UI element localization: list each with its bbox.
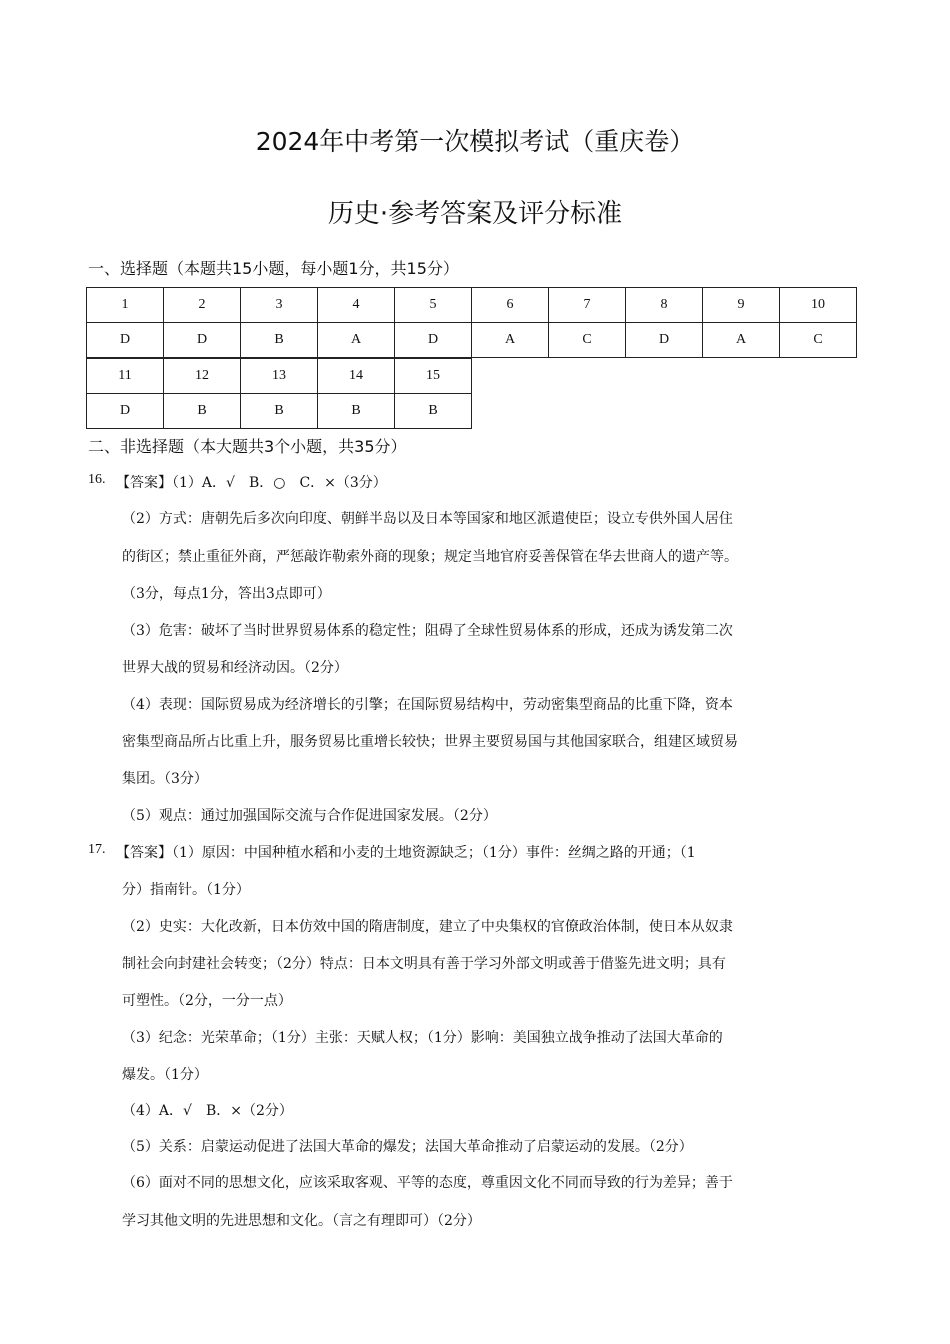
answer-cell: B: [164, 394, 241, 429]
section-1-heading: 一、选择题（本题共15小题，每小题1分，共15分）: [88, 259, 459, 278]
q17-line: 分）指南针。（1分）: [122, 882, 250, 898]
question-number: 1: [87, 288, 164, 323]
question-number: 8: [626, 288, 703, 323]
question-number: 2: [164, 288, 241, 323]
answer-table-2: [86, 358, 472, 429]
question-number: 6: [472, 288, 549, 323]
answer-row: [87, 394, 472, 429]
q16-line: （5）观点：通过加强国际交流与合作促进国家发展。（2分）: [122, 808, 497, 824]
q17-line: （2）史实：大化改新，日本仿效中国的隋唐制度，建立了中央集权的官僚政治体制，使日本从奴隶: [122, 919, 733, 935]
answer-cell: D: [164, 323, 241, 358]
q16-line: （3分，每点1分，答出3点即可）: [122, 586, 331, 602]
document-subtitle: 历史·参考答案及评分标准: [327, 199, 623, 229]
answer-cell: C: [780, 323, 857, 358]
question-number: 11: [87, 359, 164, 394]
q16-line: 的街区；禁止重征外商，严惩敲诈勒索外商的现象；规定当地官府妥善保管在华去世商人的遗产等。: [122, 549, 738, 565]
q16-line: 世界大战的贸易和经济动因。（2分）: [122, 660, 348, 676]
q17-line: 【答案】（1）原因：中国种植水稻和小麦的土地资源缺乏；（1分）事件：丝绸之路的开通；（1: [116, 845, 696, 861]
q16-line: （3）危害：破坏了当时世界贸易体系的稳定性；阻碍了全球性贸易体系的形成，还成为诱发第二次: [122, 623, 733, 639]
question-number: 12: [164, 359, 241, 394]
q17-line: （4）A．√ B．×（2分）: [122, 1103, 293, 1119]
q17-line: 可塑性。（2分，一分一点）: [122, 993, 292, 1009]
answer-cell: B: [241, 394, 318, 429]
q17-line: 爆发。（1分）: [122, 1067, 208, 1083]
answer-cell: B: [241, 323, 318, 358]
q17-line: 学习其他文明的先进思想和文化。（言之有理即可）（2分）: [122, 1213, 481, 1229]
section-2-heading: 二、非选择题（本大题共3个小题，共35分）: [88, 437, 407, 456]
question-number: 7: [549, 288, 626, 323]
q17-line: （6）面对不同的思想文化，应该采取客观、平等的态度，尊重因文化不同而导致的行为差异；善于: [122, 1175, 733, 1191]
answer-cell: B: [318, 394, 395, 429]
question-number: 13: [241, 359, 318, 394]
question-number: 9: [703, 288, 780, 323]
question-number: 4: [318, 288, 395, 323]
question-number: 15: [395, 359, 472, 394]
answer-cell: A: [703, 323, 780, 358]
q16-line: 密集型商品所占比重上升，服务贸易比重增长较快；世界主要贸易国与其他国家联合，组建区域贸易: [122, 734, 738, 750]
q16-line: 集团。（3分）: [122, 771, 208, 787]
q17-line: 制社会向封建社会转变；（2分）特点：日本文明具有善于学习外部文明或善于借鉴先进文明；具有: [122, 956, 726, 972]
question-number: 14: [318, 359, 395, 394]
exam-title: 2024年中考第一次模拟考试（重庆卷）: [255, 127, 695, 156]
question-number-row: [87, 359, 472, 394]
q17-line: （3）纪念：光荣革命；（1分）主张：天赋人权；（1分）影响：美国独立战争推动了法国大革命的: [122, 1030, 723, 1046]
q17-line: （5）关系：启蒙运动促进了法国大革命的爆发；法国大革命推动了启蒙运动的发展。（2分）: [122, 1139, 693, 1155]
answer-cell: D: [87, 394, 164, 429]
question-16-number: 16.: [88, 472, 106, 487]
question-number: 3: [241, 288, 318, 323]
answer-cell: B: [395, 394, 472, 429]
question-number: 10: [780, 288, 857, 323]
q16-line: （2）方式：唐朝先后多次向印度、朝鲜半岛以及日本等国家和地区派遣使臣；设立专供外国人居住: [122, 511, 733, 527]
answer-cell: C: [549, 323, 626, 358]
answer-cell: A: [318, 323, 395, 358]
q16-line: （4）表现：国际贸易成为经济增长的引擎；在国际贸易结构中，劳动密集型商品的比重下降，资本: [122, 697, 733, 713]
q16-line: 【答案】（1）A．√ B．○ C．×（3分）: [116, 475, 387, 491]
question-number-row: [87, 288, 857, 323]
answer-cell: D: [395, 323, 472, 358]
question-number: 5: [395, 288, 472, 323]
question-17-number: 17.: [88, 842, 106, 857]
answer-row: [87, 323, 857, 358]
answer-table-1: [86, 287, 857, 358]
answer-cell: A: [472, 323, 549, 358]
answer-cell: D: [626, 323, 703, 358]
answer-cell: D: [87, 323, 164, 358]
